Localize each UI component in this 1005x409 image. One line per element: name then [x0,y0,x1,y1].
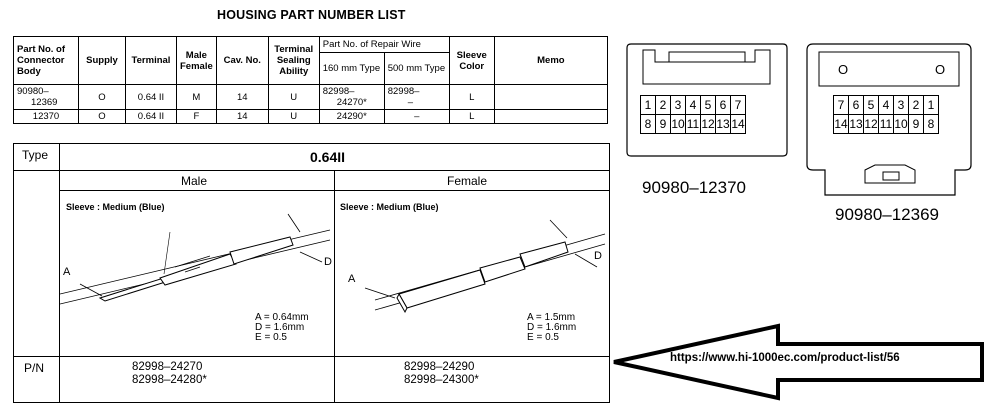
cell-memo [494,85,607,110]
cell-terminal: 0.64 II [126,110,177,124]
col-memo: Memo [494,37,607,85]
cell-seal: U [268,110,319,124]
col-repair-wire: Part No. of Repair Wire [319,37,449,53]
connector-12369-pins: 7 6 5 4 3 2 1 14 13 12 11 10 9 8 [833,95,939,134]
svg-text:O: O [935,62,946,77]
col-cav-no: Cav. No. [216,37,268,85]
col-160: 160 mm Type [319,53,384,85]
male-label-d: D [324,256,332,268]
cell-seal: U [268,85,319,110]
type-value: 0.64II [310,149,346,165]
female-label-d: D [594,250,602,262]
cell-sleeve: L [449,85,494,110]
col-male-female: Male Female [177,37,217,85]
cell-w160: 82998– 24270* [319,85,384,110]
table-row [14,85,608,110]
cell-terminal: 0.64 II [126,85,177,110]
male-dims: A = 0.64mm D = 1.6mm E = 0.5 [255,312,309,343]
cell-sleeve: L [449,110,494,124]
female-label: Female [447,174,488,188]
pn-divider [14,356,609,357]
cell-supply: O [79,110,126,124]
connector-12369-label: 90980–12369 [835,205,940,224]
cell-supply: O [79,85,126,110]
terminal-detail [13,143,610,403]
col-sleeve: Sleeve Color [449,37,494,85]
male-sleeve-text: Sleeve : Medium (Blue) [66,202,165,212]
type-label: Type [22,148,49,162]
female-label-a: A [348,273,356,285]
male-label-a: A [63,266,71,278]
cell-mf: F [177,110,217,124]
housing-table [13,36,608,124]
source-link[interactable]: https://www.hi-1000ec.com/product-list/56 [670,352,900,364]
connector-12370-pins: 1 2 3 4 5 6 7 8 9 10 11 12 13 14 [640,95,746,134]
male-label: Male [181,174,208,188]
female-dims: A = 1.5mm D = 1.6mm E = 0.5 [527,312,577,343]
cell-part: 12370 [14,110,79,124]
col-supply: Supply [79,37,126,85]
connector-12370-label: 90980–12370 [642,178,747,197]
pn-label: P/N [24,361,45,375]
female-pn: 82998–24290 82998–24300* [404,361,479,386]
table-row [14,110,608,124]
svg-text:O: O [838,62,849,77]
female-sleeve-text: Sleeve : Medium (Blue) [340,202,439,212]
cell-w160: 24290* [319,110,384,124]
col-sealing: Terminal Sealing Ability [268,37,319,85]
cell-memo [494,110,607,124]
cell-cav: 14 [216,110,268,124]
cell-w500: 82998– – [384,85,449,110]
cell-w500: – [384,110,449,124]
page-title: HOUSING PART NUMBER LIST [217,8,406,22]
cell-cav: 14 [216,85,268,110]
col-terminal: Terminal [126,37,177,85]
cell-part: 90980– 12369 [14,85,79,110]
male-pn: 82998–24270 82998–24280* [132,361,207,386]
col-part-no: Part No. of Connector Body [14,37,79,85]
col-500: 500 mm Type [384,53,449,85]
cell-mf: M [177,85,217,110]
